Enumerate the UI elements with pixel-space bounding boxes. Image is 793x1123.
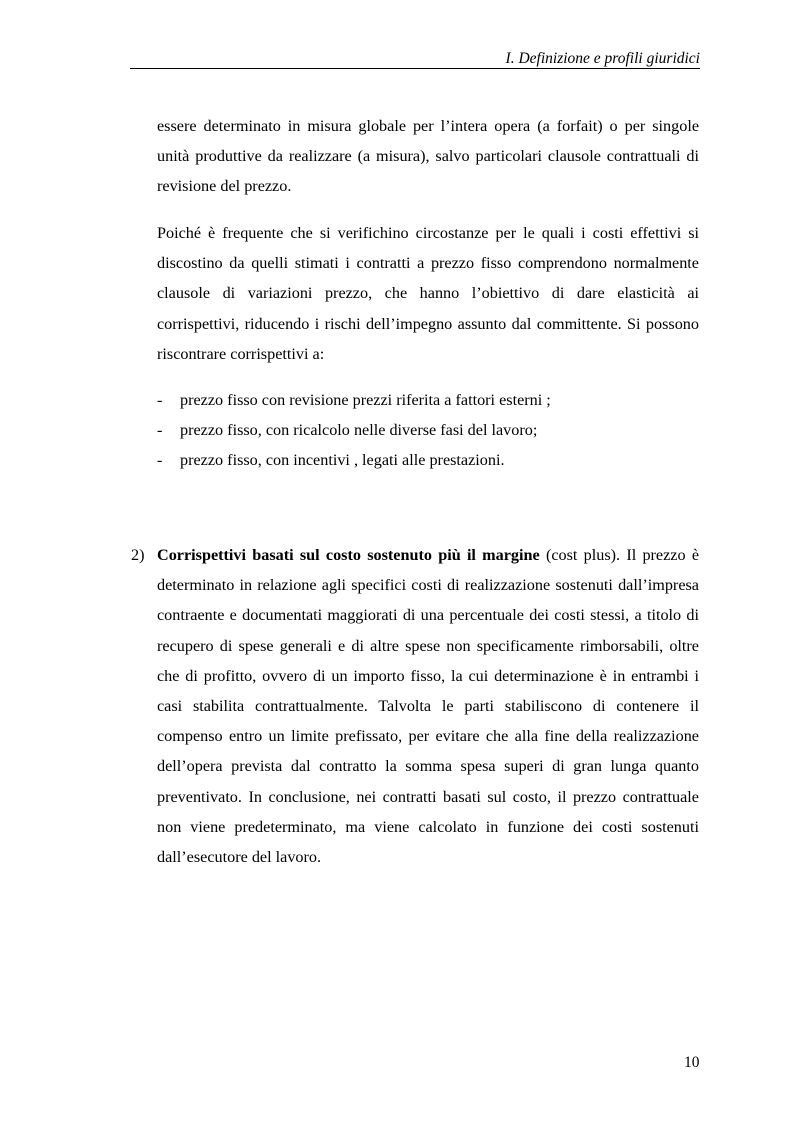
paragraph-2 <box>157 218 699 369</box>
list-item-text: prezzo fisso, con incentivi , legati alle prestazioni. <box>180 451 505 470</box>
list-item-text: prezzo fisso con revisione prezzi riferita a fattori esterni ; <box>180 391 551 409</box>
list-marker: - <box>157 421 163 440</box>
list-item <box>157 385 717 415</box>
list-marker: - <box>157 451 163 470</box>
paragraph-1-text: essere determinato in misura globale per l’intera opera (a forfait) o per singole unità produttive da realizzare (a misura), salvo particolari clausole contrattuali di revisione del prezzo. <box>157 117 699 196</box>
list-item <box>157 445 717 475</box>
item-2-heading: Corrispettivi basati sul costo sostenuto più il margine <box>157 546 540 564</box>
paragraph-1 <box>157 111 699 202</box>
price-variation-list <box>157 385 717 476</box>
numbered-item-2 <box>131 540 699 872</box>
list-item-text: prezzo fisso, con ricalcolo nelle diverse fasi del lavoro; <box>180 421 538 440</box>
item-2-body <box>157 540 699 872</box>
running-header <box>130 46 700 69</box>
page-number: 10 <box>684 1054 700 1071</box>
item-number: 2) <box>131 546 145 564</box>
item-2-text: (cost plus). Il prezzo è determinato in relazione agli specifici costi di realizzazione sostenuti dall’impresa contraente e documentati maggiorati di una percentuale dei costi stessi, a titolo di recupero di spese generali e di altre spese non specificamente rimborsabili, oltre che di profitto, ovvero di un importo fisso, la cui determinazione è in entrambi i casi stabilita contrattualmente. Talvolta le parti stabiliscono di contenere il compenso entro un limite prefissato, per evitare che alla fine della realizzazione dell’opera prevista dal contratto la somma spesa superi di gran lunga quanto preventivato. In conclusione, nei contratti basati sul costo, il prezzo contrattuale non viene predeterminato, ma viene calcolato in funzione dei costi sostenuti dall’esecutore del lavoro. <box>157 546 700 867</box>
header-title: I. Definizione e profili giuridici <box>505 50 700 67</box>
list-marker: - <box>157 391 163 409</box>
paragraph-2-text: Poiché è frequente che si verifichino circostanze per le quali i costi effettivi si discostino da quelli stimati i contratti a prezzo fisso comprendono normalmente clausole di variazioni prezzo, che hanno l’obiettivo di dare elasticità ai corrispettivi, riducendo i rischi dell’impegno assunto dal committente. Si possono riscontrare corrispettivi a: <box>157 224 699 363</box>
list-item <box>157 415 717 445</box>
